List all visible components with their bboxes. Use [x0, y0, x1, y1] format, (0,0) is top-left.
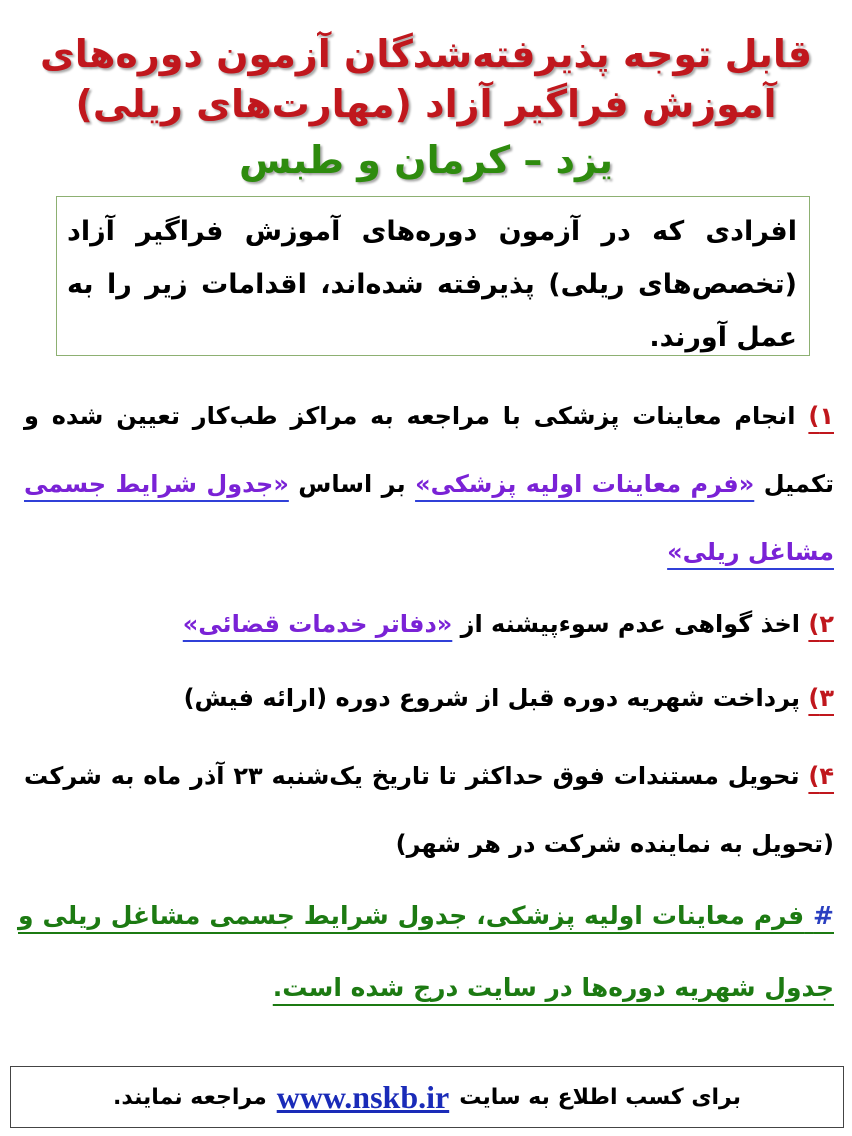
step-4	[24, 742, 834, 878]
title-line-2: آموزش فراگیر آزاد (مهارت‌های ریلی)	[75, 82, 777, 126]
step-1	[24, 382, 834, 586]
step-1-text-b: بر اساس	[298, 470, 406, 498]
footer-text-after: مراجعه نمایند.	[113, 1084, 267, 1110]
step-3-number: ۳)	[808, 684, 834, 712]
intro-text: افرادی که در آزمون دوره‌های آموزش فراگیر آزاد (تخصص‌های ریلی) پذیرفته شده‌اند، اقدامات زیر را به عمل آورند.	[67, 216, 797, 353]
footer-box	[10, 1066, 844, 1128]
step-4-text: تحویل مستندات فوق حداکثر تا تاریخ یک‌شنبه ۲۳ آذر ماه به شرکت (تحویل به نماینده شرکت در هر شهر)	[24, 762, 834, 858]
physical-conditions-table-link[interactable]: «جدول شرایط جسمی مشاغل ریلی»	[24, 470, 834, 566]
title-line-3: یزد – کرمان و طبس	[239, 138, 613, 182]
title-line-1: قابل توجه پذیرفته‌شدگان آزمون دوره‌های	[39, 32, 813, 76]
step-2	[24, 590, 834, 658]
hash-mark: #	[813, 901, 834, 930]
step-2-text: اخذ گواهی عدم سوءپیشنه از	[460, 610, 801, 638]
step-1-text: انجام معاینات پزشکی با مراجعه به مراکز طب‌کار تعیین شده و تکمیل	[24, 402, 834, 498]
note	[18, 880, 834, 1024]
note-text: فرم معاینات اولیه پزشکی، جدول شرایط جسمی مشاغل ریلی و جدول شهریه دوره‌ها در سایت درج شده است.	[18, 901, 834, 1002]
step-1-number: ۱)	[808, 402, 834, 430]
footer-text-before: برای کسب اطلاع به سایت	[459, 1084, 742, 1110]
medical-form-link[interactable]: «فرم معاینات اولیه پزشکی»	[415, 470, 755, 498]
step-3-text: پرداخت شهریه دوره قبل از شروع دوره (ارائه فیش)	[183, 684, 801, 712]
website-link[interactable]: www.nskb.ir	[276, 1078, 450, 1115]
judicial-services-link[interactable]: «دفاتر خدمات قضائی»	[182, 610, 453, 638]
step-2-number: ۲)	[808, 610, 834, 638]
intro-box	[56, 196, 810, 356]
step-3	[24, 664, 834, 732]
step-4-number: ۴)	[808, 762, 835, 790]
